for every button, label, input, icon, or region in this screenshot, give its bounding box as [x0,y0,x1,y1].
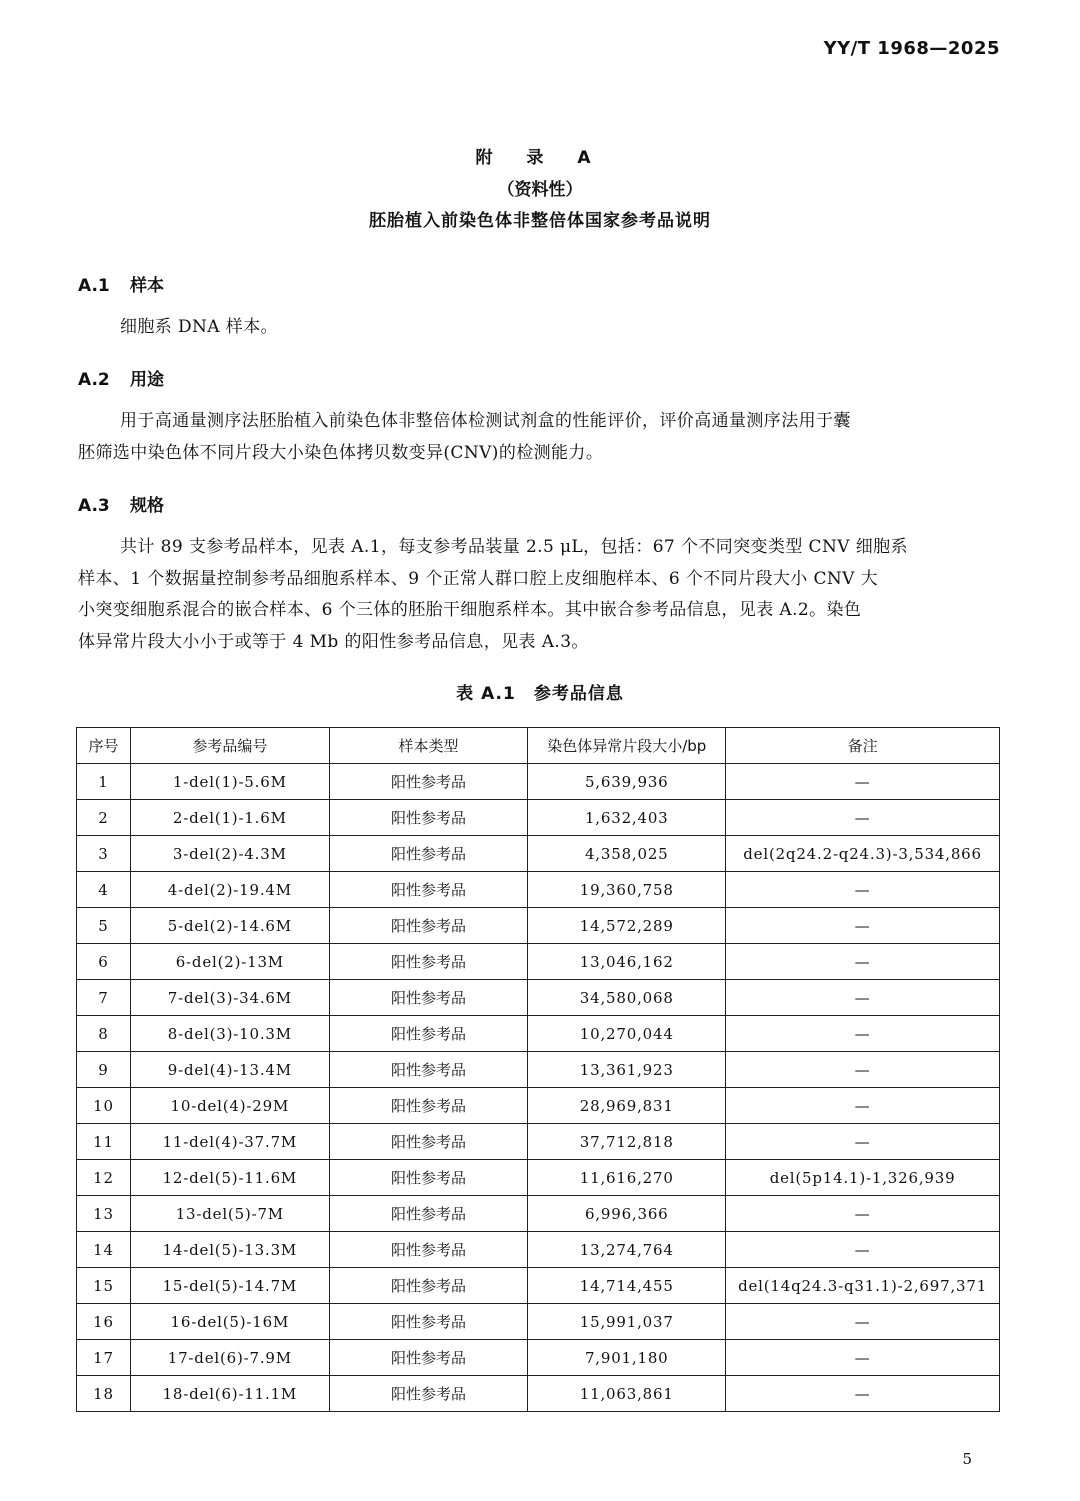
cell-ref-id: 8-del(3)-10.3M [130,1016,329,1052]
annex-type: （资料性） [497,180,583,200]
cell-remark: — [726,1340,1000,1376]
cell-remark: — [726,980,1000,1016]
cell-index: 14 [77,1232,131,1268]
cell-index: 13 [77,1196,131,1232]
cell-index: 3 [77,836,131,872]
cell-index: 15 [77,1268,131,1304]
cell-sample-type: 阳性参考品 [329,1124,528,1160]
cell-index: 7 [77,980,131,1016]
section-number: A.1 [78,276,110,296]
standard-code: YY/T 1968—2025 [823,38,1000,59]
cell-sample-type: 阳性参考品 [329,764,528,800]
table-row [77,980,1000,1016]
table-header-row [77,728,1000,764]
cell-index: 17 [77,1340,131,1376]
cell-index: 4 [77,872,131,908]
cell-ref-id: 6-del(2)-13M [130,944,329,980]
cell-ref-id: 16-del(5)-16M [130,1304,329,1340]
cell-ref-id: 17-del(6)-7.9M [130,1340,329,1376]
cell-remark: — [726,908,1000,944]
cell-fragment-size: 14,714,455 [528,1268,726,1304]
cell-index: 2 [77,800,131,836]
table-row [77,1124,1000,1160]
table-row [77,836,1000,872]
header-sample-type: 样本类型 [329,728,528,764]
cell-sample-type: 阳性参考品 [329,1052,528,1088]
cell-ref-id: 11-del(4)-37.7M [130,1124,329,1160]
annex-title: 附 录 A [475,148,605,168]
table-row [77,1340,1000,1376]
cell-sample-type: 阳性参考品 [329,1268,528,1304]
cell-fragment-size: 14,572,289 [528,908,726,944]
cell-fragment-size: 34,580,068 [528,980,726,1016]
cell-remark: — [726,872,1000,908]
cell-ref-id: 12-del(5)-11.6M [130,1160,329,1196]
table-row [77,764,1000,800]
cell-fragment-size: 6,996,366 [528,1196,726,1232]
cell-sample-type: 阳性参考品 [329,836,528,872]
cell-index: 11 [77,1124,131,1160]
cell-ref-id: 14-del(5)-13.3M [130,1232,329,1268]
table-row [77,872,1000,908]
cell-ref-id: 4-del(2)-19.4M [130,872,329,908]
cell-sample-type: 阳性参考品 [329,1196,528,1232]
cell-ref-id: 15-del(5)-14.7M [130,1268,329,1304]
paragraph-line: 用于高通量测序法胚胎植入前染色体非整倍体检测试剂盒的性能评价，评价高通量测序法用于囊 [120,411,851,431]
table-row [77,944,1000,980]
table-row [77,1088,1000,1124]
cell-ref-id: 18-del(6)-11.1M [130,1376,329,1412]
cell-sample-type: 阳性参考品 [329,1232,528,1268]
paragraph-line: 样本、1 个数据量控制参考品细胞系样本、9 个正常人群口腔上皮细胞样本、6 个不同片段大小 CNV 大 [78,568,879,589]
cell-fragment-size: 28,969,831 [528,1088,726,1124]
section-title: 样本 [130,276,164,296]
cell-sample-type: 阳性参考品 [329,1088,528,1124]
table-row [77,1232,1000,1268]
header-ref-id: 参考品编号 [130,728,329,764]
cell-sample-type: 阳性参考品 [329,1304,528,1340]
cell-index: 5 [77,908,131,944]
cell-ref-id: 13-del(5)-7M [130,1196,329,1232]
cell-remark: — [726,1124,1000,1160]
table-row [77,1052,1000,1088]
page-number: 5 [962,1450,972,1468]
cell-index: 18 [77,1376,131,1412]
section-number: A.2 [78,370,110,390]
cell-sample-type: 阳性参考品 [329,1016,528,1052]
section-number: A.3 [78,496,110,516]
cell-index: 16 [77,1304,131,1340]
cell-fragment-size: 11,616,270 [528,1160,726,1196]
table-row [77,1016,1000,1052]
cell-remark: — [726,1196,1000,1232]
cell-sample-type: 阳性参考品 [329,1160,528,1196]
cell-remark: — [726,800,1000,836]
cell-fragment-size: 15,991,037 [528,1304,726,1340]
cell-ref-id: 3-del(2)-4.3M [130,836,329,872]
header-remark: 备注 [726,728,1000,764]
cell-index: 1 [77,764,131,800]
header-fragment-size: 染色体异常片段大小/bp [528,728,726,764]
cell-sample-type: 阳性参考品 [329,944,528,980]
section-body-a1 [78,312,1000,344]
cell-sample-type: 阳性参考品 [329,908,528,944]
section-title: 规格 [130,496,164,516]
cell-fragment-size: 10,270,044 [528,1016,726,1052]
cell-remark: — [726,1304,1000,1340]
annex-name: 胚胎植入前染色体非整倍体国家参考品说明 [369,211,711,231]
cell-fragment-size: 5,639,936 [528,764,726,800]
cell-sample-type: 阳性参考品 [329,980,528,1016]
cell-sample-type: 阳性参考品 [329,800,528,836]
table-row [77,1304,1000,1340]
cell-remark: del(5p14.1)-1,326,939 [726,1160,1000,1196]
cell-remark: — [726,1052,1000,1088]
table-row [77,908,1000,944]
section-heading-a2 [78,365,164,390]
cell-remark: del(14q24.3-q31.1)-2,697,371 [726,1268,1000,1304]
cell-fragment-size: 13,361,923 [528,1052,726,1088]
table-caption: 表 A.1 参考品信息 [456,684,624,704]
table-row [77,1196,1000,1232]
cell-index: 9 [77,1052,131,1088]
reference-table [76,727,1000,1412]
cell-remark: — [726,764,1000,800]
table-body [77,764,1000,1412]
cell-ref-id: 7-del(3)-34.6M [130,980,329,1016]
section-body-a2 [78,406,1000,469]
cell-fragment-size: 4,358,025 [528,836,726,872]
cell-index: 10 [77,1088,131,1124]
cell-fragment-size: 1,632,403 [528,800,726,836]
cell-index: 12 [77,1160,131,1196]
header-index: 序号 [77,728,131,764]
table-row [77,1160,1000,1196]
section-heading-a1 [78,271,164,296]
cell-fragment-size: 7,901,180 [528,1340,726,1376]
cell-ref-id: 9-del(4)-13.4M [130,1052,329,1088]
section-heading-a3 [78,491,164,516]
cell-ref-id: 2-del(1)-1.6M [130,800,329,836]
cell-fragment-size: 13,046,162 [528,944,726,980]
cell-sample-type: 阳性参考品 [329,1340,528,1376]
cell-remark: — [726,1088,1000,1124]
section-body-a3 [78,532,1000,658]
table-row [77,800,1000,836]
cell-index: 8 [77,1016,131,1052]
cell-fragment-size: 19,360,758 [528,872,726,908]
cell-sample-type: 阳性参考品 [329,872,528,908]
cell-ref-id: 1-del(1)-5.6M [130,764,329,800]
cell-remark: del(2q24.2-q24.3)-3,534,866 [726,836,1000,872]
cell-fragment-size: 37,712,818 [528,1124,726,1160]
cell-remark: — [726,1232,1000,1268]
cell-index: 6 [77,944,131,980]
cell-remark: — [726,944,1000,980]
cell-sample-type: 阳性参考品 [329,1376,528,1412]
cell-fragment-size: 11,063,861 [528,1376,726,1412]
cell-remark: — [726,1376,1000,1412]
table-row [77,1376,1000,1412]
cell-ref-id: 5-del(2)-14.6M [130,908,329,944]
paragraph-line: 胚筛选中染色体不同片段大小染色体拷贝数变异(CNV)的检测能力。 [78,442,604,463]
cell-fragment-size: 13,274,764 [528,1232,726,1268]
paragraph-line: 体异常片段大小小于或等于 4 Mb 的阳性参考品信息，见表 A.3。 [78,631,589,652]
paragraph-line: 小突变细胞系混合的嵌合样本、6 个三体的胚胎干细胞系样本。其中嵌合参考品信息，见表 A.2。染色 [78,600,862,620]
table-row [77,1268,1000,1304]
section-title: 用途 [130,370,164,390]
paragraph-line: 细胞系 DNA 样本。 [120,317,278,337]
cell-ref-id: 10-del(4)-29M [130,1088,329,1124]
paragraph-line: 共计 89 支参考品样本，见表 A.1，每支参考品装量 2.5 μL，包括：67 个不同突变类型 CNV 细胞系 [120,537,908,557]
cell-remark: — [726,1016,1000,1052]
